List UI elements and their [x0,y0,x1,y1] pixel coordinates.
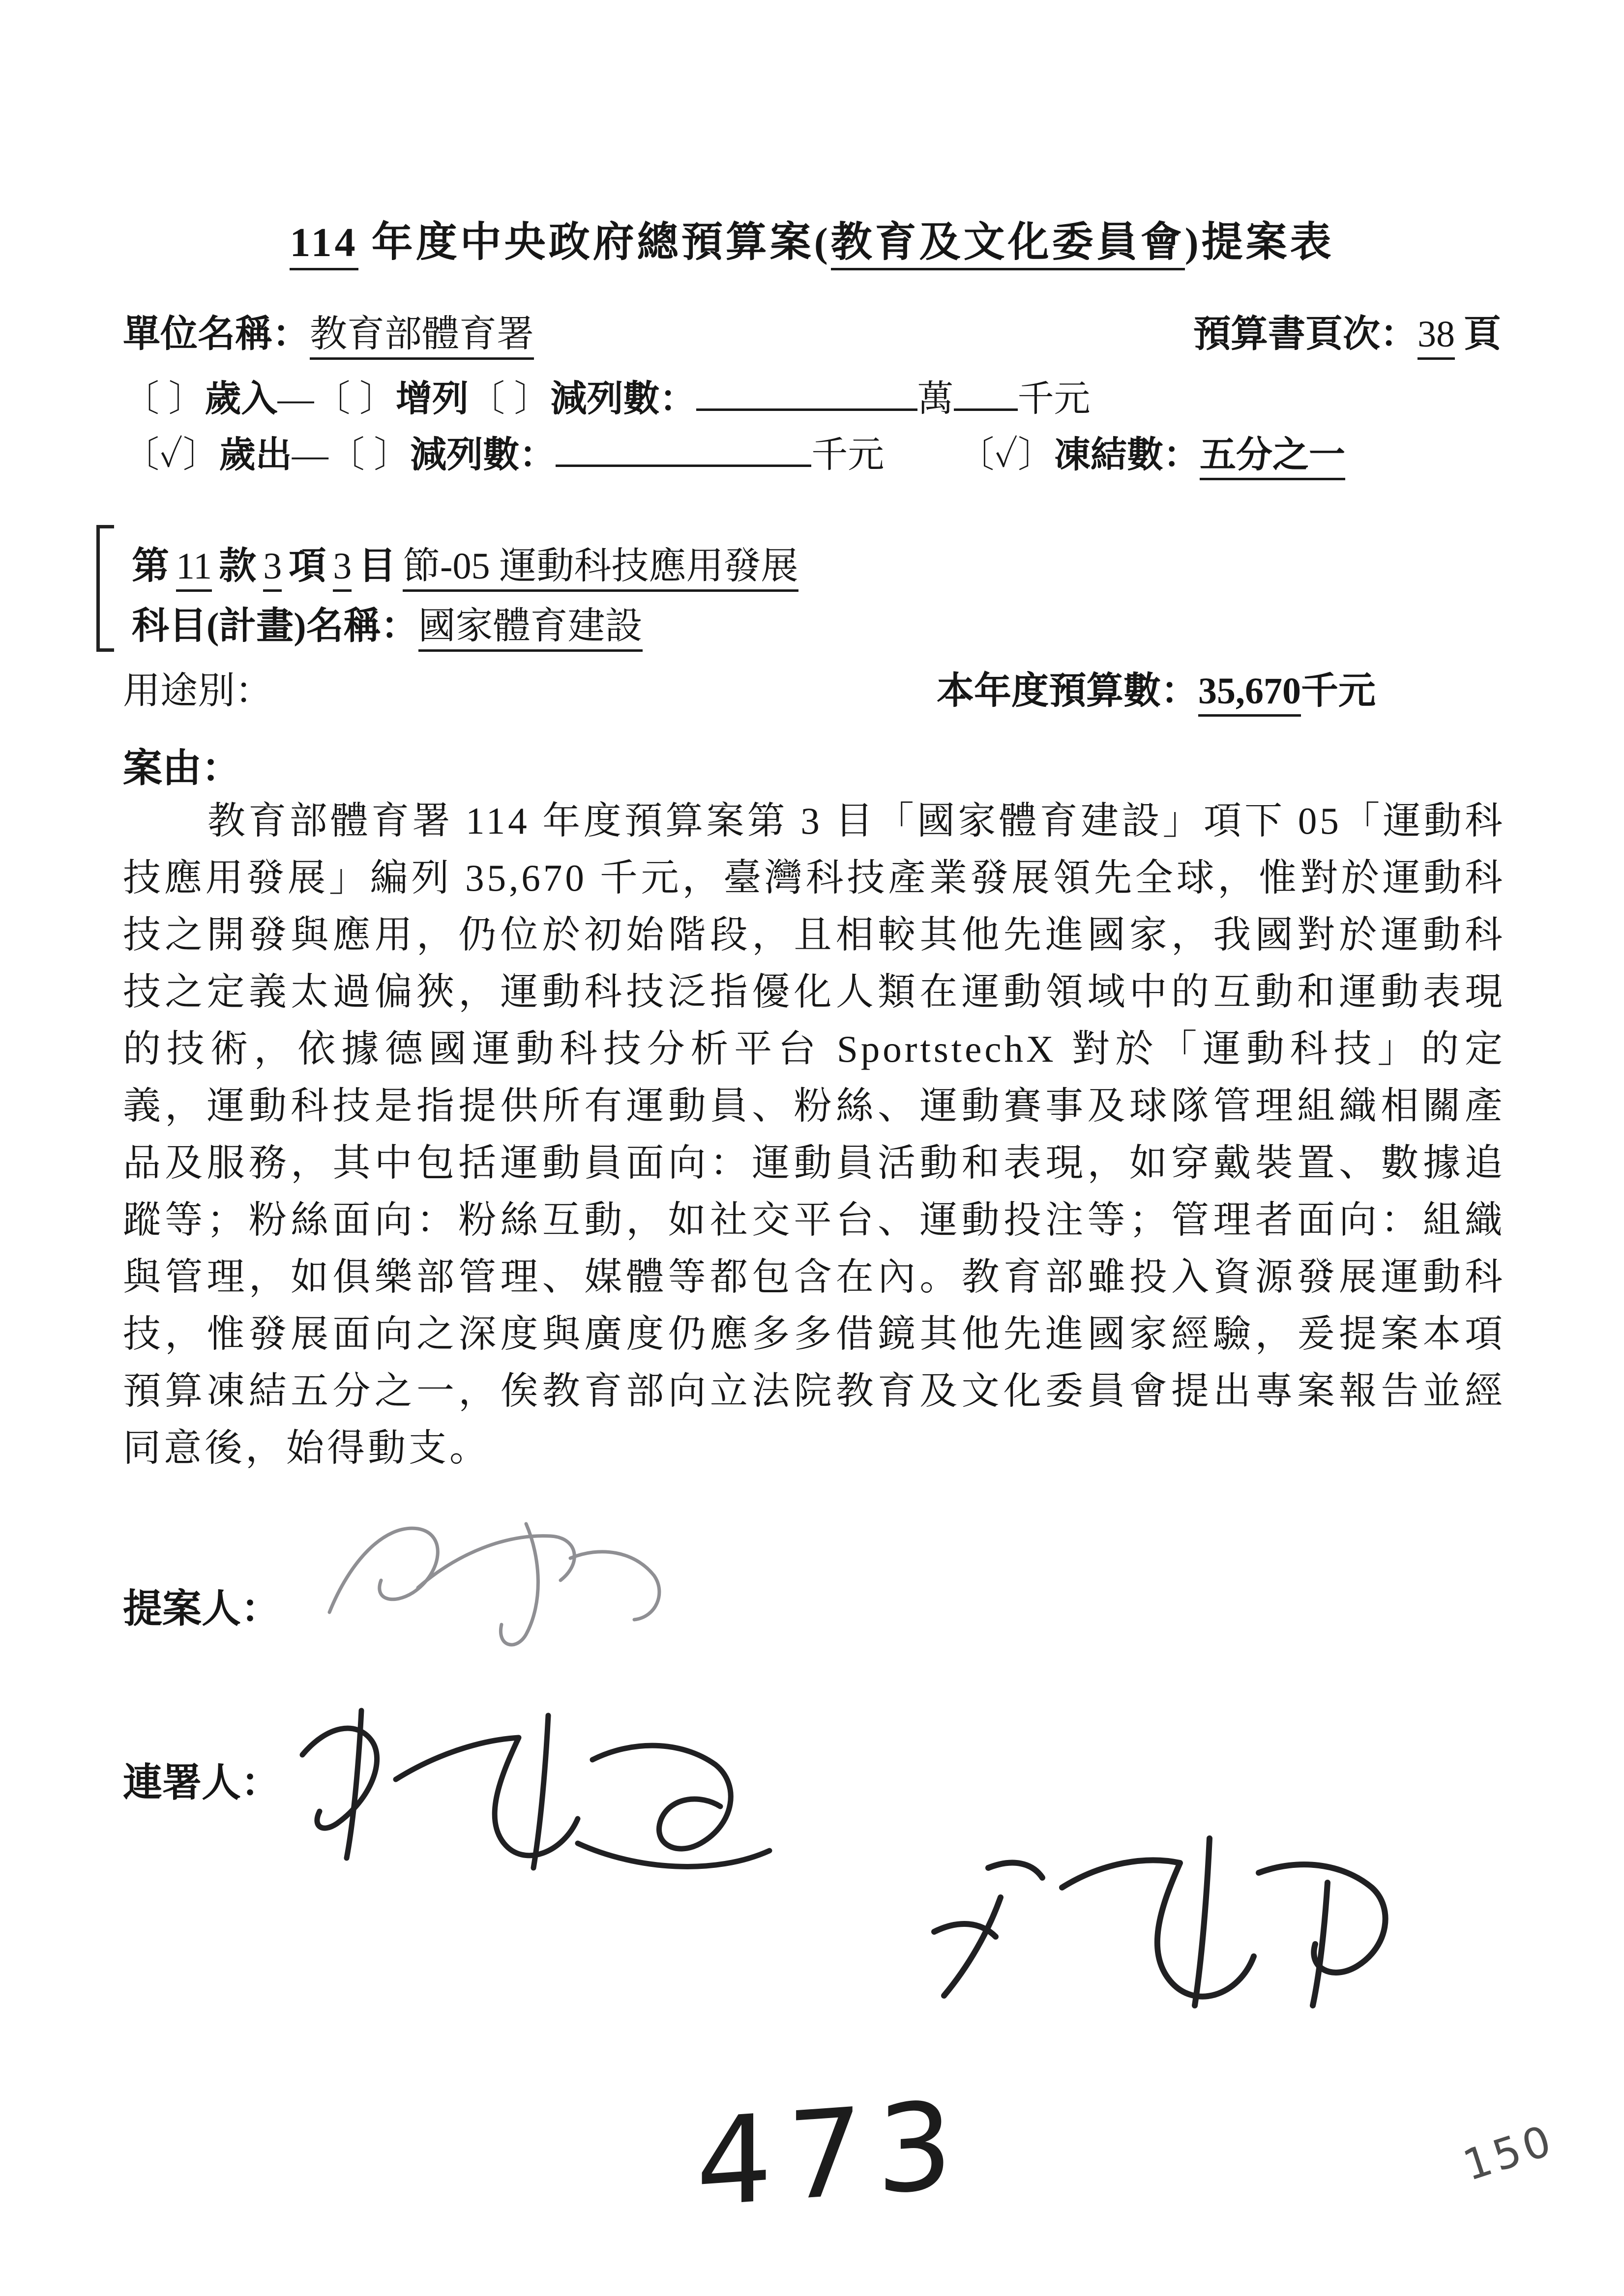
handwritten-number: 473 [696,2074,967,2234]
subject-line [132,596,1501,649]
current-year-budget [937,661,1376,714]
signature-cosigner-2 [915,1809,1406,2035]
item-kuan-value: 11 [176,546,212,592]
item-kuan-label: 款 [219,546,257,587]
handwritten-page-number: 150 [1457,2115,1561,2191]
expenditure-checkbox-checked: 〔✓〕 [123,435,219,475]
document-title [0,209,1624,268]
title-suffix: )提案表 [1184,220,1334,265]
increase-checkbox: —〔 〕 [277,379,396,419]
item-xiang-value: 3 [263,546,282,592]
decrease-checkbox: 〔 〕 [469,379,551,419]
case-reason-label: 案由： [123,747,241,790]
revenue-unit-wan: 萬 [917,379,954,419]
budget-item-line [132,536,1501,589]
revenue-checkbox: 〔 〕 [123,379,205,419]
signature-cosigner-1 [273,1681,794,1888]
budget-amount-value: 35,670 [1198,670,1301,717]
decrease-colon: ： [659,379,696,419]
section-bracket [96,525,114,652]
expenditure-label: 歲出 [219,435,292,475]
expenditure-row [123,426,1501,478]
item-mu-label: 目 [358,546,396,587]
title-committee: 教育及文化委員會 [831,220,1185,270]
usage-label: 用途別： [123,670,272,712]
cosigner-label: 連署人： [123,1762,280,1805]
item-prefix: 第 [132,546,169,587]
unit-name-value: 教育部體育署 [310,314,534,360]
usage-line [123,661,1501,714]
subject-value: 國家體育建設 [418,606,643,652]
unit-name-label: 單位名稱： [123,314,310,355]
revenue-unit-qianyuan: 千元 [1017,379,1091,419]
freeze-value: 五分之一 [1200,435,1345,480]
revenue-label: 歲入 [205,379,278,419]
subject-label: 科目(計畫)名稱： [132,606,418,647]
title-year: 114 [290,220,358,270]
revenue-amount-blank-small [954,405,1018,411]
budget-amount-label: 本年度預算數： [937,670,1198,712]
budget-page-unit: 頁 [1464,314,1501,355]
header-row [123,304,1501,357]
decrease-label: 減列數 [550,379,660,419]
item-jie-value: 節-05 運動科技應用發展 [403,546,798,592]
increase-label: 增列 [396,379,469,419]
freeze-checkbox-checked: 〔✓〕 [958,435,1054,475]
freeze-colon: ： [1163,435,1200,475]
expenditure-decrease-checkbox: —〔 〕 [292,435,411,475]
proposer-label: 提案人： [123,1588,280,1631]
expenditure-decrease-label: 減列數 [410,435,520,475]
unit-name [123,304,534,357]
budget-amount-unit: 千元 [1301,670,1376,712]
item-mu-value: 3 [333,546,352,592]
expenditure-decrease-colon: ： [519,435,556,475]
title-main: 年度中央政府總預算案( [358,220,831,265]
budget-page-value: 38 [1417,314,1455,360]
signature-proposer [295,1494,688,1661]
revenue-amount-blank [696,405,917,411]
freeze-label: 凍結數 [1054,435,1163,475]
item-xiang-label: 項 [289,546,326,587]
expenditure-amount-blank [556,461,811,467]
revenue-row [123,370,1501,422]
case-reason-body: 教育部體育署 114 年度預算案第 3 目「國家體育建設」項下 05「運動科技應用發展」編列 35,670 千元，臺灣科技產業發展領先全球，惟對於運動科技之開發與應用，仍位於初始階段，且相較其他先進國家，我國對於運動科技之定義太過偏狹，運動科技泛指優化人類在運動領域中的互動和運動表現的技術，依據德國運動科技分析平台 SportstechX 對於「運動科技」的定義，運動科技是指提供所有運動員、粉絲、運動賽事及球隊管理組織相關產品及服務，其中包括運動員面向：運動員活動和表現，如穿戴裝置、數據追蹤等；粉絲面向：粉絲互動，如社交平台、運動投注等；管理者面向：組織與管理，如俱樂部管理、媒體等都包含在內。教育部雖投入資源發展運動科技，惟發展面向之深度與廣度仍應多多借鏡其他先進國家經驗，爰提案本項預算凍結五分之一，俟教育部向立法院教育及文化委員會提出專案報告並經同意後，始得動支。 [123,800,1506,1469]
expenditure-unit: 千元 [811,435,885,475]
budget-page-label: 預算書頁次： [1193,314,1417,355]
budget-book-page [1193,304,1501,357]
